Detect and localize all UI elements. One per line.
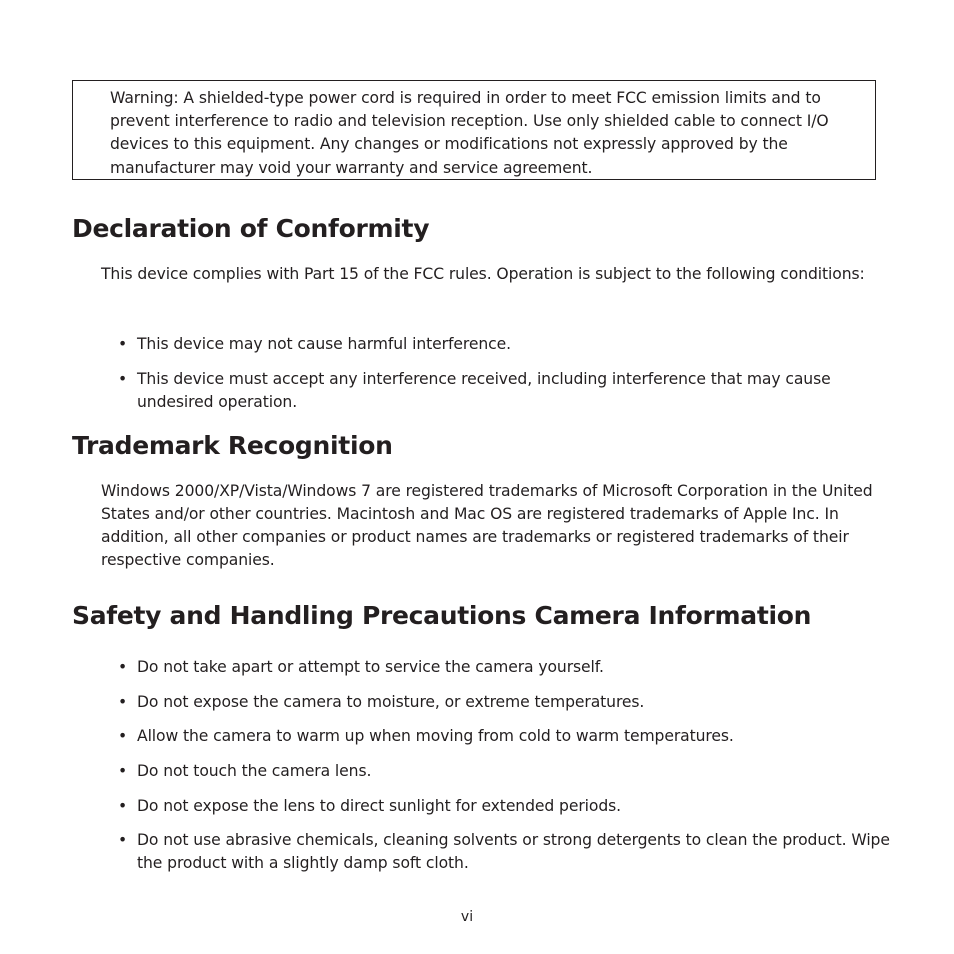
declaration-bullet-list — [118, 333, 893, 414]
bullet-icon: • — [118, 762, 128, 781]
trademark-text: Windows 2000/XP/Vista/Windows 7 are registered trademarks of Microsoft Corporation in the United States and/or other countries. Macintosh and Mac OS are registered trademarks of Apple Inc. In addition, all other companies or product names are trademarks or registered trademarks of their respective companies. — [101, 482, 873, 569]
list-item-text: This device may not cause harmful interference. — [137, 335, 511, 353]
warning-box — [72, 80, 876, 180]
list-item — [118, 691, 893, 714]
list-item-text: This device must accept any interference received, including interference that may cause undesired operation. — [137, 370, 831, 411]
list-item-text: Allow the camera to warm up when moving from cold to warm temperatures. — [137, 727, 734, 746]
bullet-icon: • — [118, 692, 128, 711]
list-item — [118, 829, 893, 875]
list-item — [118, 333, 893, 356]
list-item-text: Do not expose the camera to moisture, or extreme temperatures. — [137, 692, 645, 711]
bullet-icon: • — [118, 335, 128, 353]
bullet-icon: • — [118, 727, 128, 746]
list-item — [118, 760, 893, 783]
bullet-icon: • — [118, 370, 128, 388]
bullet-icon: • — [118, 796, 128, 815]
list-item-text: Do not expose the lens to direct sunlight for extended periods. — [137, 796, 621, 815]
list-item-text: Do not touch the camera lens. — [137, 762, 372, 781]
list-item-text: Do not take apart or attempt to service the camera yourself. — [137, 658, 604, 676]
warning-text: Warning: A shielded-type power cord is required in order to meet FCC emission limits and to prevent interference to radio and television reception. Use only shielded cable to connect I/O devices to this equipment. Any changes or modifications not expressly approved by the manufacturer may void your warranty and service agreement. — [110, 89, 829, 177]
bullet-icon: • — [118, 658, 128, 676]
list-item — [118, 368, 893, 414]
safety-bullet-list — [118, 656, 893, 875]
bullet-icon: • — [118, 831, 128, 850]
list-item — [118, 795, 893, 818]
safety-heading: Safety and Handling Precautions Camera Information — [72, 601, 812, 630]
declaration-intro: This device complies with Part 15 of the FCC rules. Operation is subject to the following conditions: — [101, 265, 865, 283]
trademark-heading: Trademark Recognition — [72, 431, 393, 460]
page-number: vi — [460, 909, 474, 925]
list-item-text: Do not use abrasive chemicals, cleaning solvents or strong detergents to clean the product. Wipe the product with a slightly damp soft cloth. — [137, 831, 890, 873]
list-item — [118, 656, 893, 679]
declaration-heading: Declaration of Conformity — [72, 214, 430, 243]
list-item — [118, 725, 893, 748]
